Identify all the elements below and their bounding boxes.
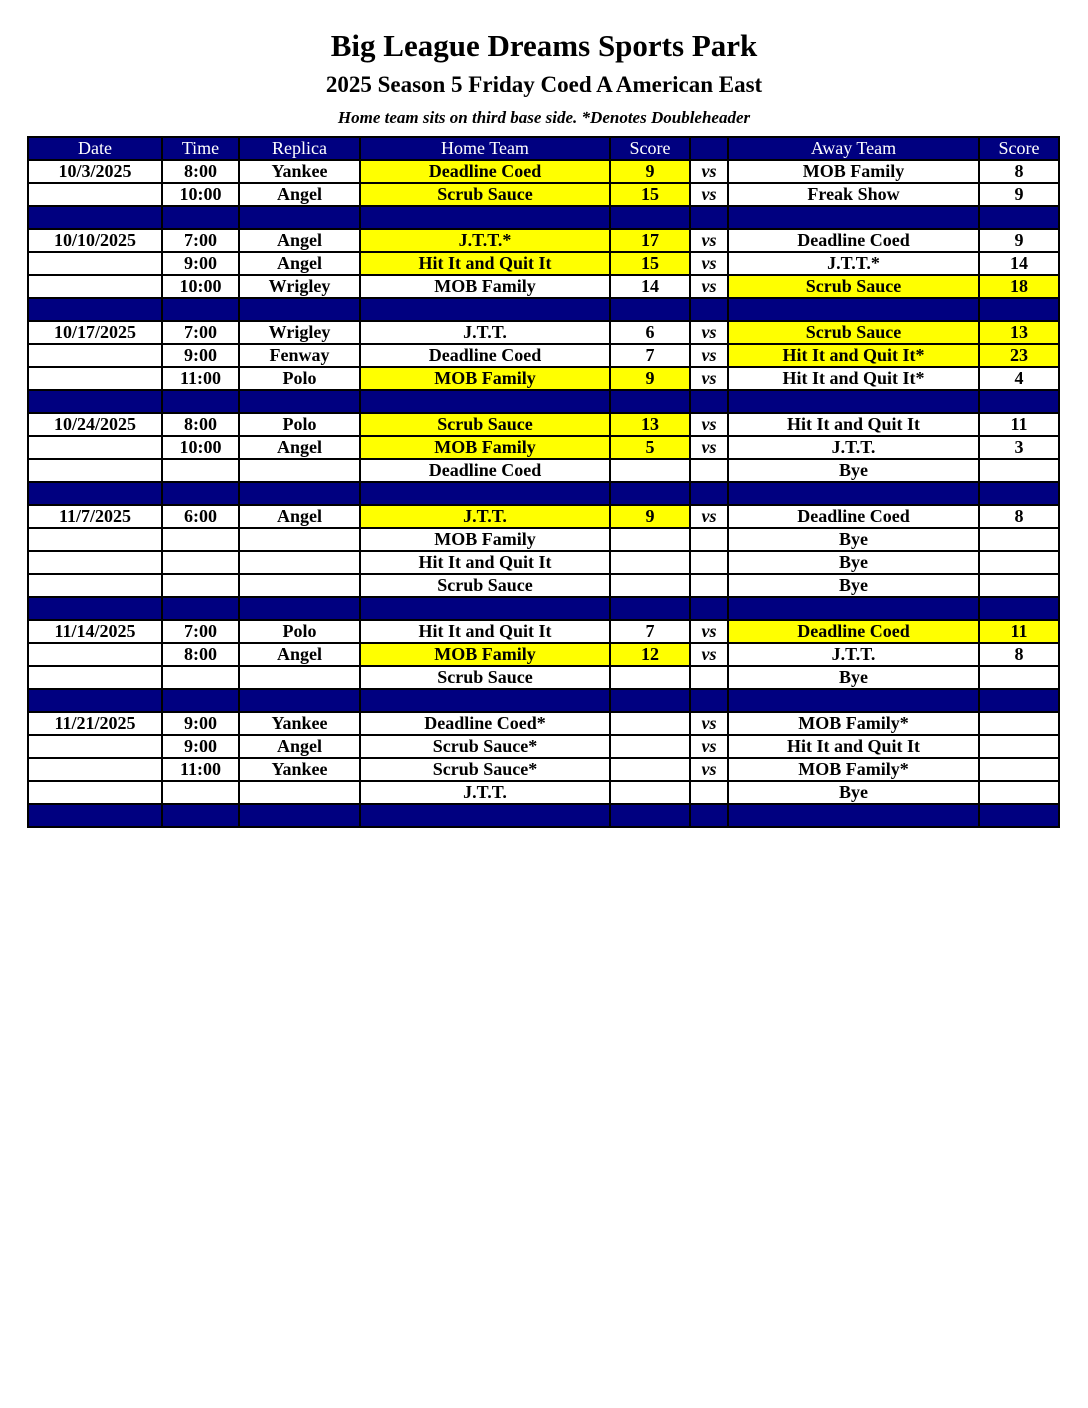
cell-home-score	[610, 666, 690, 689]
cell-date	[28, 436, 162, 459]
cell-home-score	[610, 459, 690, 482]
cell-away-team: Hit It and Quit It	[728, 735, 979, 758]
cell-date	[28, 528, 162, 551]
cell-replica: Wrigley	[239, 275, 360, 298]
cell-time	[162, 781, 239, 804]
cell-away-team: Scrub Sauce	[728, 321, 979, 344]
cell-away-team: Hit It and Quit It*	[728, 344, 979, 367]
cell-home-team: J.T.T.	[360, 505, 610, 528]
table-row	[28, 781, 1059, 804]
cell-vs: vs	[690, 160, 728, 183]
cell-date	[28, 666, 162, 689]
table-row	[28, 666, 1059, 689]
cell-home-score: 15	[610, 183, 690, 206]
separator-cell	[239, 390, 360, 413]
cell-vs: vs	[690, 735, 728, 758]
separator-cell	[979, 298, 1059, 321]
separator-cell	[239, 689, 360, 712]
cell-away-team: MOB Family	[728, 160, 979, 183]
separator-cell	[162, 298, 239, 321]
separator-cell	[162, 390, 239, 413]
cell-time: 9:00	[162, 344, 239, 367]
separator-cell	[610, 298, 690, 321]
cell-date	[28, 252, 162, 275]
cell-away-team: J.T.T.	[728, 436, 979, 459]
cell-home-team: Scrub Sauce*	[360, 758, 610, 781]
col-header-time: Time	[162, 137, 239, 160]
cell-away-score	[979, 712, 1059, 735]
separator-cell	[690, 597, 728, 620]
separator-cell	[690, 482, 728, 505]
table-row	[28, 620, 1059, 643]
cell-replica: Yankee	[239, 712, 360, 735]
separator-cell	[610, 390, 690, 413]
separator-cell	[28, 390, 162, 413]
separator-cell	[360, 482, 610, 505]
cell-away-team: Deadline Coed	[728, 620, 979, 643]
cell-home-score: 12	[610, 643, 690, 666]
cell-away-score	[979, 551, 1059, 574]
separator-cell	[360, 390, 610, 413]
cell-date	[28, 781, 162, 804]
cell-vs: vs	[690, 367, 728, 390]
separator-cell	[28, 482, 162, 505]
col-header-replica: Replica	[239, 137, 360, 160]
table-row	[28, 735, 1059, 758]
cell-home-team: J.T.T.	[360, 781, 610, 804]
cell-vs	[690, 574, 728, 597]
cell-home-score	[610, 781, 690, 804]
cell-home-score: 5	[610, 436, 690, 459]
cell-home-team: Scrub Sauce*	[360, 735, 610, 758]
cell-replica: Yankee	[239, 758, 360, 781]
cell-vs: vs	[690, 643, 728, 666]
separator-cell	[979, 689, 1059, 712]
cell-date: 10/3/2025	[28, 160, 162, 183]
cell-away-team: J.T.T.	[728, 643, 979, 666]
cell-time	[162, 574, 239, 597]
cell-home-team: MOB Family	[360, 436, 610, 459]
cell-away-team: Scrub Sauce	[728, 275, 979, 298]
separator-cell	[728, 206, 979, 229]
cell-date	[28, 574, 162, 597]
cell-away-team: MOB Family*	[728, 758, 979, 781]
separator-cell	[162, 206, 239, 229]
cell-time: 6:00	[162, 505, 239, 528]
cell-home-score	[610, 712, 690, 735]
separator-cell	[162, 804, 239, 827]
col-header-home-team: Home Team	[360, 137, 610, 160]
cell-time: 11:00	[162, 367, 239, 390]
cell-home-score	[610, 758, 690, 781]
cell-vs	[690, 551, 728, 574]
cell-away-score: 13	[979, 321, 1059, 344]
separator-cell	[979, 390, 1059, 413]
separator-cell	[979, 597, 1059, 620]
cell-home-score: 7	[610, 620, 690, 643]
cell-home-team: MOB Family	[360, 528, 610, 551]
col-header-home-score: Score	[610, 137, 690, 160]
col-header-date: Date	[28, 137, 162, 160]
table-row	[28, 367, 1059, 390]
cell-away-score	[979, 666, 1059, 689]
cell-away-score	[979, 735, 1059, 758]
separator-cell	[728, 390, 979, 413]
cell-away-score	[979, 781, 1059, 804]
table-row	[28, 505, 1059, 528]
cell-time	[162, 459, 239, 482]
cell-away-score: 18	[979, 275, 1059, 298]
cell-vs: vs	[690, 436, 728, 459]
cell-replica: Yankee	[239, 160, 360, 183]
separator-cell	[979, 804, 1059, 827]
table-row	[28, 643, 1059, 666]
separator-cell	[239, 482, 360, 505]
cell-away-score: 8	[979, 643, 1059, 666]
cell-time: 9:00	[162, 735, 239, 758]
cell-home-team: Hit It and Quit It	[360, 252, 610, 275]
separator-row	[28, 206, 1059, 229]
cell-home-team: Deadline Coed*	[360, 712, 610, 735]
cell-replica: Angel	[239, 229, 360, 252]
cell-vs	[690, 459, 728, 482]
table-row	[28, 459, 1059, 482]
cell-home-team: MOB Family	[360, 643, 610, 666]
cell-away-score: 9	[979, 229, 1059, 252]
cell-away-team: Bye	[728, 666, 979, 689]
cell-replica: Angel	[239, 252, 360, 275]
cell-away-team: Bye	[728, 574, 979, 597]
table-row	[28, 183, 1059, 206]
cell-date	[28, 758, 162, 781]
cell-time: 11:00	[162, 758, 239, 781]
separator-cell	[728, 804, 979, 827]
separator-cell	[610, 482, 690, 505]
cell-away-team: Bye	[728, 781, 979, 804]
separator-cell	[360, 206, 610, 229]
separator-cell	[28, 206, 162, 229]
table-row	[28, 321, 1059, 344]
cell-home-team: Deadline Coed	[360, 344, 610, 367]
separator-cell	[979, 482, 1059, 505]
cell-vs: vs	[690, 321, 728, 344]
separator-cell	[690, 206, 728, 229]
cell-away-score	[979, 574, 1059, 597]
cell-time: 7:00	[162, 620, 239, 643]
separator-cell	[239, 298, 360, 321]
separator-cell	[239, 804, 360, 827]
cell-replica	[239, 459, 360, 482]
cell-away-score: 9	[979, 183, 1059, 206]
cell-vs: vs	[690, 712, 728, 735]
cell-vs: vs	[690, 344, 728, 367]
cell-away-team: Deadline Coed	[728, 229, 979, 252]
table-row	[28, 712, 1059, 735]
cell-vs: vs	[690, 275, 728, 298]
cell-home-team: J.T.T.*	[360, 229, 610, 252]
table-row	[28, 229, 1059, 252]
cell-replica: Angel	[239, 183, 360, 206]
table-row	[28, 252, 1059, 275]
separator-cell	[979, 206, 1059, 229]
cell-home-score	[610, 574, 690, 597]
cell-home-team: Hit It and Quit It	[360, 551, 610, 574]
separator-cell	[162, 597, 239, 620]
cell-home-score: 9	[610, 367, 690, 390]
cell-replica: Fenway	[239, 344, 360, 367]
cell-date	[28, 183, 162, 206]
separator-cell	[28, 689, 162, 712]
cell-vs: vs	[690, 229, 728, 252]
cell-away-score: 8	[979, 160, 1059, 183]
cell-vs: vs	[690, 252, 728, 275]
cell-away-team: Hit It and Quit It	[728, 413, 979, 436]
separator-cell	[690, 390, 728, 413]
table-row	[28, 275, 1059, 298]
cell-home-team: Scrub Sauce	[360, 666, 610, 689]
cell-date	[28, 367, 162, 390]
table-row	[28, 413, 1059, 436]
separator-cell	[360, 597, 610, 620]
cell-home-score: 14	[610, 275, 690, 298]
separator-cell	[610, 206, 690, 229]
separator-cell	[162, 482, 239, 505]
separator-cell	[360, 689, 610, 712]
cell-home-team: Scrub Sauce	[360, 413, 610, 436]
cell-date	[28, 735, 162, 758]
cell-time: 10:00	[162, 183, 239, 206]
separator-row	[28, 689, 1059, 712]
cell-replica: Polo	[239, 413, 360, 436]
cell-home-score	[610, 551, 690, 574]
cell-time: 10:00	[162, 436, 239, 459]
cell-replica: Polo	[239, 367, 360, 390]
cell-date: 10/10/2025	[28, 229, 162, 252]
cell-home-team: Deadline Coed	[360, 160, 610, 183]
cell-time: 8:00	[162, 413, 239, 436]
cell-away-team: Bye	[728, 551, 979, 574]
separator-cell	[239, 597, 360, 620]
cell-time	[162, 528, 239, 551]
cell-replica: Angel	[239, 436, 360, 459]
cell-vs: vs	[690, 620, 728, 643]
cell-home-team: MOB Family	[360, 367, 610, 390]
cell-date	[28, 551, 162, 574]
cell-replica: Angel	[239, 643, 360, 666]
separator-cell	[610, 597, 690, 620]
cell-vs	[690, 528, 728, 551]
separator-cell	[728, 298, 979, 321]
cell-date	[28, 459, 162, 482]
cell-away-team: Bye	[728, 459, 979, 482]
cell-date	[28, 344, 162, 367]
cell-date	[28, 275, 162, 298]
cell-replica	[239, 528, 360, 551]
table-row	[28, 551, 1059, 574]
separator-row	[28, 298, 1059, 321]
cell-home-score: 7	[610, 344, 690, 367]
cell-vs: vs	[690, 183, 728, 206]
cell-away-score: 23	[979, 344, 1059, 367]
cell-time	[162, 666, 239, 689]
cell-home-team: MOB Family	[360, 275, 610, 298]
separator-cell	[690, 689, 728, 712]
separator-cell	[728, 689, 979, 712]
cell-away-team: Freak Show	[728, 183, 979, 206]
separator-cell	[162, 689, 239, 712]
cell-home-score: 17	[610, 229, 690, 252]
cell-home-score: 13	[610, 413, 690, 436]
cell-away-score: 8	[979, 505, 1059, 528]
cell-away-score: 3	[979, 436, 1059, 459]
cell-date: 10/24/2025	[28, 413, 162, 436]
separator-row	[28, 390, 1059, 413]
cell-time: 9:00	[162, 252, 239, 275]
table-header-row	[28, 137, 1059, 160]
cell-replica: Angel	[239, 505, 360, 528]
schedule-note: Home team sits on third base side. *Denotes Doubleheader	[337, 108, 751, 127]
separator-cell	[360, 804, 610, 827]
cell-replica	[239, 666, 360, 689]
separator-cell	[728, 597, 979, 620]
cell-replica: Angel	[239, 735, 360, 758]
cell-home-score: 15	[610, 252, 690, 275]
cell-away-score: 11	[979, 413, 1059, 436]
cell-time: 9:00	[162, 712, 239, 735]
cell-home-score	[610, 528, 690, 551]
separator-cell	[610, 689, 690, 712]
schedule-body	[28, 160, 1059, 827]
page-title: Big League Dreams Sports Park	[330, 28, 758, 63]
cell-replica	[239, 781, 360, 804]
separator-cell	[728, 482, 979, 505]
cell-time: 7:00	[162, 229, 239, 252]
table-row	[28, 436, 1059, 459]
cell-date: 11/14/2025	[28, 620, 162, 643]
table-row	[28, 160, 1059, 183]
cell-home-score: 9	[610, 160, 690, 183]
cell-vs: vs	[690, 413, 728, 436]
cell-date: 11/21/2025	[28, 712, 162, 735]
separator-cell	[360, 298, 610, 321]
cell-time: 7:00	[162, 321, 239, 344]
cell-home-score: 9	[610, 505, 690, 528]
cell-away-score: 14	[979, 252, 1059, 275]
cell-time: 8:00	[162, 160, 239, 183]
cell-home-score: 6	[610, 321, 690, 344]
cell-time	[162, 551, 239, 574]
cell-away-score	[979, 528, 1059, 551]
separator-cell	[690, 298, 728, 321]
cell-replica	[239, 574, 360, 597]
cell-away-team: J.T.T.*	[728, 252, 979, 275]
cell-time: 8:00	[162, 643, 239, 666]
col-header-vs	[690, 137, 728, 160]
cell-home-team: Scrub Sauce	[360, 183, 610, 206]
table-row	[28, 758, 1059, 781]
separator-cell	[690, 804, 728, 827]
cell-home-team: Hit It and Quit It	[360, 620, 610, 643]
separator-row	[28, 482, 1059, 505]
table-row	[28, 528, 1059, 551]
separator-row	[28, 597, 1059, 620]
cell-vs	[690, 781, 728, 804]
separator-cell	[28, 298, 162, 321]
cell-vs: vs	[690, 505, 728, 528]
cell-away-score	[979, 459, 1059, 482]
cell-replica	[239, 551, 360, 574]
col-header-away-score: Score	[979, 137, 1059, 160]
cell-away-score: 4	[979, 367, 1059, 390]
table-row	[28, 344, 1059, 367]
cell-time: 10:00	[162, 275, 239, 298]
cell-away-team: Bye	[728, 528, 979, 551]
cell-date	[28, 643, 162, 666]
cell-home-team: J.T.T.	[360, 321, 610, 344]
cell-away-team: MOB Family*	[728, 712, 979, 735]
schedule-table	[27, 136, 1060, 828]
separator-row	[28, 804, 1059, 827]
league-subtitle: 2025 Season 5 Friday Coed A American East	[325, 72, 763, 97]
col-header-away-team: Away Team	[728, 137, 979, 160]
cell-replica: Wrigley	[239, 321, 360, 344]
cell-vs: vs	[690, 758, 728, 781]
table-row	[28, 574, 1059, 597]
separator-cell	[610, 804, 690, 827]
cell-away-team: Deadline Coed	[728, 505, 979, 528]
cell-date: 11/7/2025	[28, 505, 162, 528]
cell-away-score	[979, 758, 1059, 781]
cell-away-score: 11	[979, 620, 1059, 643]
cell-home-team: Deadline Coed	[360, 459, 610, 482]
separator-cell	[28, 804, 162, 827]
cell-replica: Polo	[239, 620, 360, 643]
cell-away-team: Hit It and Quit It*	[728, 367, 979, 390]
cell-vs	[690, 666, 728, 689]
cell-home-team: Scrub Sauce	[360, 574, 610, 597]
cell-date: 10/17/2025	[28, 321, 162, 344]
separator-cell	[239, 206, 360, 229]
cell-home-score	[610, 735, 690, 758]
separator-cell	[28, 597, 162, 620]
